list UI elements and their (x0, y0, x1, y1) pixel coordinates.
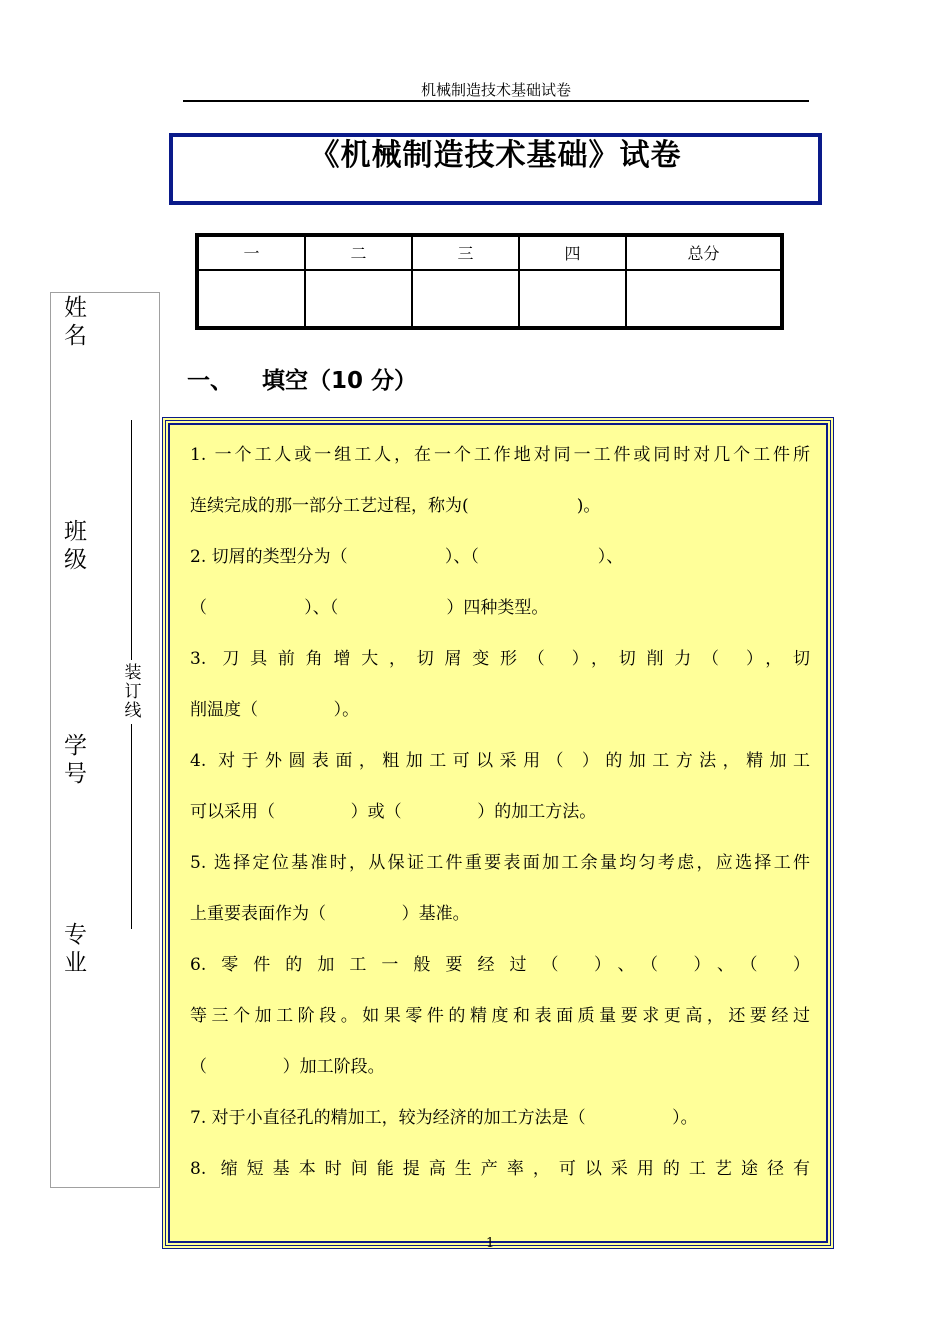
score-cell-4[interactable] (519, 270, 626, 328)
question-line: 6.零件的加工一般要经过（ ）、（ ）、（ ） (190, 955, 810, 975)
title-box (169, 133, 822, 205)
question-line: 等三个加工阶段。如果零件的精度和表面质量要求更高，还要经过 (190, 1006, 810, 1026)
question-line: 7. 对于小直径孔的精加工，较为经济的加工方法是（ ）。 (190, 1108, 698, 1128)
score-header-3: 三 (412, 235, 519, 270)
question-line: 上重要表面作为（ ）基准。 (190, 904, 470, 924)
score-table (195, 233, 784, 330)
header-rule (183, 100, 809, 102)
score-cell-2[interactable] (305, 270, 412, 328)
exam-title: 《机械制造技术基础》试卷 (309, 138, 682, 173)
score-header-2: 二 (305, 235, 412, 270)
question-line: 2. 切屑的类型分为（ ）、（ ）、 (190, 547, 624, 567)
fill-blank-questions-box (162, 417, 834, 1249)
score-table-header-row (197, 235, 782, 270)
major-label: 专业 (64, 922, 87, 976)
question-line: 3. 刀具前角增大，切屑变形（ ），切削力（ ），切 (190, 649, 810, 669)
student-id-label: 学号 (64, 733, 87, 787)
question-line: （ ）、（ ）四种类型。 (190, 598, 549, 618)
question-line: 4. 对于外圆表面，粗加工可以采用（ ）的加工方法，精加工 (190, 751, 810, 771)
page-header: 机械制造技术基础试卷 (420, 81, 571, 99)
question-line: 5. 选择定位基准时，从保证工件重要表面加工余量均匀考虑，应选择工件 (190, 853, 810, 873)
section-1-number: 一、 (187, 368, 233, 394)
question-line: （ ）加工阶段。 (190, 1057, 385, 1077)
score-header-1: 一 (197, 235, 305, 270)
binding-line-label: 装订线 (122, 664, 144, 721)
question-line: 1. 一个工人或一组工人，在一个工作地对同一工件或同时对几个工件所 (190, 445, 810, 465)
page-number: 1 (486, 1236, 495, 1251)
section-1-title: 填空（10 分） (262, 368, 418, 394)
question-line: 8. 缩短基本时间能提高生产率，可以采用的工艺途径有 (190, 1159, 810, 1179)
score-cell-1[interactable] (197, 270, 305, 328)
question-line: 削温度（ ）。 (190, 700, 360, 720)
score-cell-3[interactable] (412, 270, 519, 328)
score-header-total: 总分 (626, 235, 782, 270)
score-header-4: 四 (519, 235, 626, 270)
name-label: 姓名 (64, 295, 87, 349)
question-line: 连续完成的那一部分工艺过程，称为( )。 (190, 496, 601, 516)
section-1-heading (187, 366, 417, 396)
binding-line-bottom (131, 724, 132, 929)
question-line: 可以采用（ ）或（ ）的加工方法。 (190, 802, 597, 822)
binding-line-top (131, 420, 132, 660)
score-table-blank-row (197, 270, 782, 328)
class-label: 班级 (64, 519, 87, 573)
score-cell-total[interactable] (626, 270, 782, 328)
